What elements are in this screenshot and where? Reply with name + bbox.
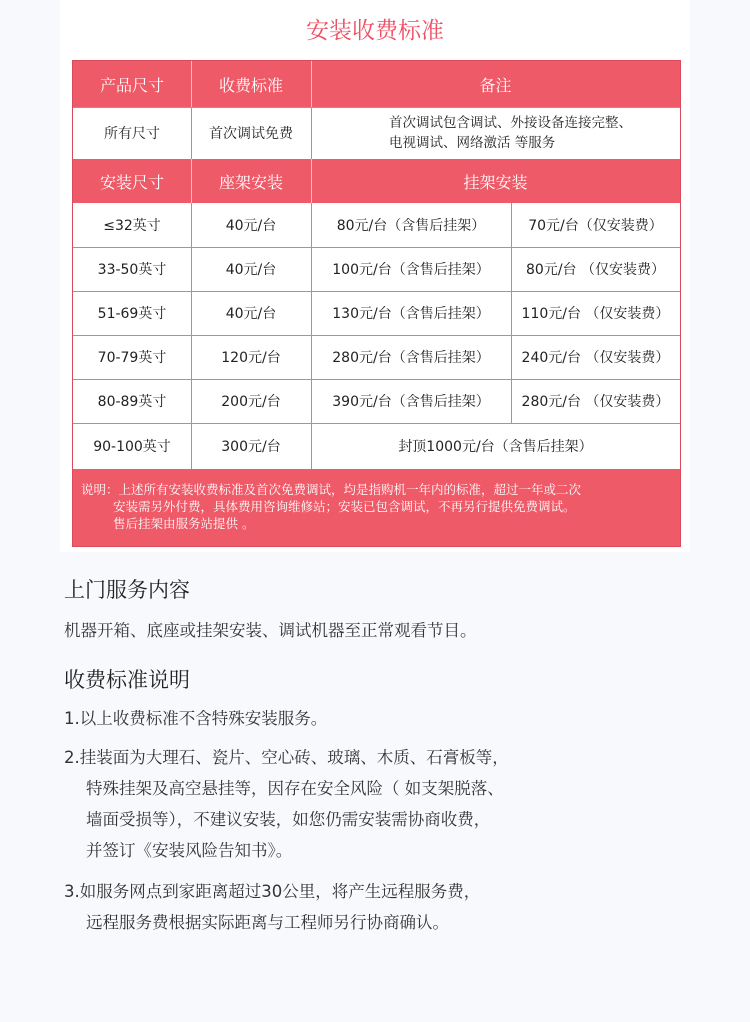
grid-line	[73, 107, 680, 108]
grid-line	[73, 423, 680, 424]
row-hang-install-only: 110元/台 （仅安装费）	[521, 306, 670, 322]
fee-note-item-2-line1: 2.挂装面为大理石、瓷片、空心砖、玻璃、木质、石膏板等，	[64, 748, 509, 767]
grid-line	[191, 107, 192, 159]
row-seat-price: 120元/台	[221, 350, 281, 366]
fee-note-item-2-line2: 特殊挂架及高空悬挂等，因存在安全风险（ 如支架脱落、	[86, 779, 504, 798]
row-last-size: 90-100英寸	[93, 439, 171, 455]
note-line2: 安装需另外付费，具体费用咨询维修站；安装已包含调试，不再另行提供免费调试。	[113, 499, 576, 514]
header-remarks: 备注	[311, 61, 680, 107]
fee-note-item-2-line4: 并签订《安装风险告知书》。	[86, 841, 293, 860]
row-size: ≤32英寸	[103, 218, 161, 234]
header-seat-install: 座架安装	[191, 159, 311, 203]
header-hang-install: 挂架安装	[311, 159, 680, 203]
row-all-size: 所有尺寸	[104, 126, 160, 142]
grid-line	[191, 203, 192, 469]
row-seat-price: 40元/台	[225, 306, 277, 322]
fee-note-item-3-line1: 3.如服务网点到家距离超过30公里，将产生远程服务费，	[64, 882, 481, 901]
section-text-service: 机器开箱、底座或挂架安装、调试机器至正常观看节目。	[64, 621, 477, 640]
fee-note-item-2-line3: 墙面受损等），不建议安装，如您仍需安装需协商收费，	[86, 810, 491, 829]
grid-line	[73, 379, 680, 380]
grid-line	[311, 107, 312, 159]
pricing-note	[73, 469, 680, 546]
grid-line	[73, 247, 680, 248]
grid-line	[73, 291, 680, 292]
row-hang-with-bracket: 390元/台（含售后挂架）	[332, 394, 490, 410]
grid-line	[311, 203, 312, 469]
row-all-note-line2: 电视调试、网络激活 等服务	[389, 135, 556, 151]
note-line3: 售后挂架由服务站提供 。	[113, 516, 255, 531]
row-size: 33-50英寸	[97, 262, 167, 278]
header-divider	[191, 61, 192, 107]
grid-line	[73, 335, 680, 336]
row-hang-with-bracket: 280元/台（含售后挂架）	[332, 350, 490, 366]
row-last-seat-price: 300元/台	[221, 439, 281, 455]
row-all-note-line1: 首次调试包含调试、外接设备连接完整、	[389, 115, 632, 131]
grid-line	[511, 203, 512, 423]
row-size: 51-69英寸	[97, 306, 167, 322]
header-divider	[191, 159, 192, 203]
row-hang-install-only: 240元/台 （仅安装费）	[521, 350, 670, 366]
row-all-note	[311, 107, 680, 159]
section-heading-fee-notes: 收费标准说明	[64, 668, 190, 692]
note-line1: 说明：上述所有安装收费标准及首次免费调试，均是指购机一年内的标准，超过一年或二次	[81, 482, 582, 497]
row-seat-price: 40元/台	[225, 218, 277, 234]
row-hang-install-only: 80元/台 （仅安装费）	[526, 262, 665, 278]
header-divider	[311, 159, 312, 203]
fee-note-item-1: 1.以上收费标准不含特殊安装服务。	[64, 709, 328, 728]
row-hang-with-bracket: 80元/台（含售后挂架）	[336, 218, 486, 234]
row-seat-price: 200元/台	[221, 394, 281, 410]
header-product-size: 产品尺寸	[73, 61, 191, 107]
row-seat-price: 40元/台	[225, 262, 277, 278]
row-size: 80-89英寸	[97, 394, 167, 410]
pricing-table	[72, 60, 681, 547]
row-all-fee: 首次调试免费	[209, 126, 293, 142]
pricing-title: 安装收费标准	[306, 18, 444, 44]
section-heading-service: 上门服务内容	[64, 578, 190, 602]
row-size: 70-79英寸	[97, 350, 167, 366]
row-last-hang-cap: 封顶1000元/台（含售后挂架）	[398, 439, 593, 455]
header-fee-standard: 收费标准	[191, 61, 311, 107]
row-hang-with-bracket: 130元/台（含售后挂架）	[332, 306, 490, 322]
fee-note-item-3-line2: 远程服务费根据实际距离与工程师另行协商确认。	[86, 913, 449, 932]
row-hang-install-only: 70元/台（仅安装费）	[528, 218, 663, 234]
row-hang-install-only: 280元/台 （仅安装费）	[521, 394, 670, 410]
header-divider	[311, 61, 312, 107]
row-hang-with-bracket: 100元/台（含售后挂架）	[332, 262, 490, 278]
header-install-size: 安装尺寸	[73, 159, 191, 203]
